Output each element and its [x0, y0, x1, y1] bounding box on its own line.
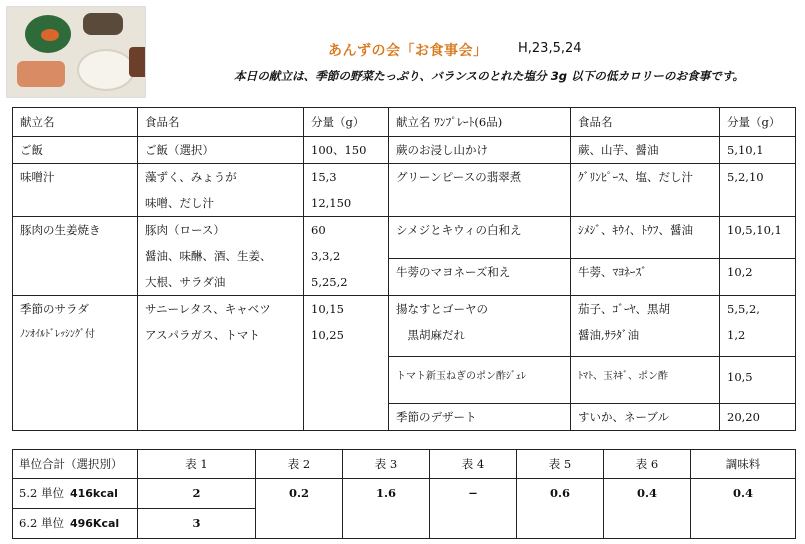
- menu-cell: 揚なすとゴーヤの 黒胡麻だれ: [389, 296, 571, 357]
- side-dish: [83, 13, 123, 35]
- ginger-pork-dish: [17, 61, 65, 87]
- menu-cell: 蕨のお浸し山かけ: [389, 137, 571, 164]
- header-menu: 献立名: [13, 108, 138, 137]
- unit-totals-table: [12, 449, 796, 539]
- header-menu-2: 献立名 ﾜﾝﾌﾟﾚｰﾄ(6品): [389, 108, 571, 137]
- amount-cell: 15,3 12,150: [304, 164, 389, 217]
- food-cell: ｸﾞﾘﾝﾋﾟｰｽ、塩、だし汁: [571, 164, 720, 217]
- units-row-label: 6.2 単位 496Kcal: [13, 509, 138, 539]
- food-cell: 蕨、山芋、醤油: [571, 137, 720, 164]
- tomato: [41, 29, 59, 41]
- units-header-t5: 表 5: [517, 450, 604, 479]
- header-amount: 分量（g）: [304, 108, 389, 137]
- menu-cell: ご飯: [13, 137, 138, 164]
- amount-cell: 10,2: [720, 258, 796, 295]
- food-cell: ご飯（選択）: [138, 137, 304, 164]
- units-t1-value: 3: [138, 509, 256, 539]
- units-header-t6: 表 6: [604, 450, 691, 479]
- food-cell: 茄子、ｺﾞｰﾔ、黒胡 醤油,ｻﾗﾀﾞ油: [571, 296, 720, 357]
- units-seasoning-value: 0.4: [691, 479, 796, 539]
- units-t1-value: 2: [138, 479, 256, 509]
- amount-cell: 10,5,10,1: [720, 217, 796, 259]
- food-cell: ﾄﾏﾄ、玉ﾈｷﾞ、ポン酢: [571, 357, 720, 404]
- menu-cell: トマト新玉ねぎのポン酢ｼﾞｪﾚ: [389, 357, 571, 404]
- units-header-t4: 表 4: [430, 450, 517, 479]
- menu-cell: グリーンピースの翡翠煮: [389, 164, 571, 217]
- rice-bowl: [77, 49, 135, 91]
- food-photo: [6, 6, 146, 98]
- food-cell: サニーレタス、キャベツ アスパラガス、トマト: [138, 296, 304, 431]
- food-cell: 藻ずく、みょうが 味噌、だし汁: [138, 164, 304, 217]
- units-t6-value: 0.4: [604, 479, 691, 539]
- amount-cell: 5,10,1: [720, 137, 796, 164]
- units-t3-value: 1.6: [343, 479, 430, 539]
- units-t2-value: 0.2: [256, 479, 343, 539]
- menu-cell: 豚肉の生姜焼き: [13, 217, 138, 296]
- amount-cell: 5,2,10: [720, 164, 796, 217]
- food-cell: 豚肉（ロース） 醤油、味醂、酒、生姜、 大根、サラダ油: [138, 217, 304, 296]
- menu-cell: 季節のデザート: [389, 404, 571, 431]
- menu-cell: 季節のサラダ ﾉﾝｵｲﾙﾄﾞﾚｯｼﾝｸﾞ付: [13, 296, 138, 431]
- header-amount-2: 分量（g）: [720, 108, 796, 137]
- menu-cell: シメジとキウィの白和え: [389, 217, 571, 259]
- units-t4-value: −: [430, 479, 517, 539]
- units-header-t1: 表 1: [138, 450, 256, 479]
- subtitle: 本日の献立は、季節の野菜たっぷり、バランスのとれた塩分 3g 以下の低カロリーのお食事です。: [234, 69, 745, 83]
- food-cell: ｼﾒｼﾞ、ｷｳｲ、ﾄｳﾌ、醤油: [571, 217, 720, 259]
- food-cell: すいか、ネーブル: [571, 404, 720, 431]
- units-row-label: 5.2 単位 416kcal: [13, 479, 138, 509]
- header-food-2: 食品名: [571, 108, 720, 137]
- cup: [129, 47, 146, 77]
- amount-cell: 20,20: [720, 404, 796, 431]
- date: H,23,5,24: [518, 41, 582, 56]
- page-title: あんずの会「お食事会」: [328, 43, 488, 59]
- food-cell: 牛蒡、ﾏﾖﾈｰｽﾞ: [571, 258, 720, 295]
- units-header-t2: 表 2: [256, 450, 343, 479]
- amount-cell: 100、150: [304, 137, 389, 164]
- units-t5-value: 0.6: [517, 479, 604, 539]
- amount-cell: 10,5: [720, 357, 796, 404]
- menu-cell: 牛蒡のマヨネーズ和え: [389, 258, 571, 295]
- units-header-seasoning: 調味料: [691, 450, 796, 479]
- units-header-t3: 表 3: [343, 450, 430, 479]
- amount-cell: 10,15 10,25: [304, 296, 389, 431]
- amount-cell: 60 3,3,2 5,25,2: [304, 217, 389, 296]
- amount-cell: 5,5,2, 1,2: [720, 296, 796, 357]
- menu-cell: 味噌汁: [13, 164, 138, 217]
- units-header-label: 単位合計（選択別）: [13, 450, 138, 479]
- header-food: 食品名: [138, 108, 304, 137]
- menu-table: [12, 107, 796, 431]
